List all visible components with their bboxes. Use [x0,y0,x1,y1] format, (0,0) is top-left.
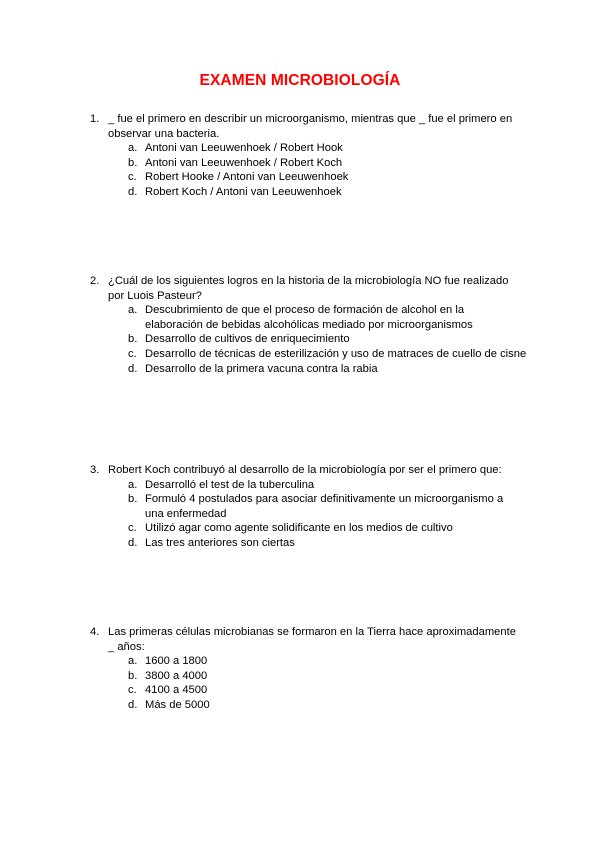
option-b [90,492,520,521]
option-c [90,170,520,185]
option-d [90,698,520,713]
option-d [90,536,520,551]
question-text: ¿Cuál de los siguientes logros en la historia de la microbiología NO fue realizado por Luois Pasteur? [108,275,509,302]
option-text: 4100 a 4500 [145,684,208,697]
option-letter: a. [128,304,138,317]
option-letter: c. [128,171,137,184]
options-list [90,654,520,712]
option-letter: d. [128,536,138,549]
option-c [90,683,520,698]
option-b [90,156,520,171]
option-c [90,521,520,536]
option-c [90,347,527,362]
option-letter: c. [128,684,137,697]
question-2 [90,274,527,376]
question-number: 1. [90,113,100,125]
option-d [90,362,520,377]
options-list [90,141,520,199]
option-letter: d. [128,362,138,375]
question-number: 4. [90,626,100,638]
question-text: _ fue el primero en describir un microorganismo, mientras que _ fue el primero en observar una bacteria. [108,113,513,140]
option-text: 3800 a 4000 [145,669,208,682]
option-text: Desarrollo de técnicas de esterilización y uso de matraces de cuello de cisne [145,347,527,360]
option-text: Utilizó agar como agente solidificante en los medios de cultivo [145,522,453,535]
options-list [90,478,520,551]
option-b [90,332,520,347]
option-text: Más de 5000 [145,698,210,711]
option-a [90,478,520,493]
option-text: Las tres anteriores son ciertas [145,536,295,549]
question-3 [90,463,520,551]
option-letter: b. [128,156,138,169]
option-text: Descubrimiento de que el proceso de formación de alcohol en la elaboración de bebidas alcohólicas mediado por microorganismos [145,304,473,331]
options-list [90,303,527,376]
option-letter: b. [128,493,138,506]
option-b [90,669,520,684]
option-text: 1600 a 1800 [145,655,208,668]
option-text: Antoni van Leeuwenhoek / Robert Koch [145,156,343,169]
option-a [90,141,520,156]
question-4 [90,625,520,713]
option-letter: a. [128,655,138,668]
option-text: Antoni van Leeuwenhoek / Robert Hook [145,142,343,155]
option-letter: d. [128,185,138,198]
option-text: Desarrolló el test de la tuberculina [145,478,315,491]
option-text: Robert Hooke / Antoni van Leeuwenhoek [145,171,349,184]
option-text: Desarrollo de cultivos de enriquecimiento [145,333,350,346]
option-letter: c. [128,347,137,360]
option-text: Formuló 4 postulados para asociar definitivamente un microorganismo a una enfermedad [145,493,504,520]
question-number: 3. [90,464,100,476]
option-text: Robert Koch / Antoni van Leeuwenhoek [145,185,342,198]
question-number: 2. [90,275,100,287]
option-a [90,654,520,669]
option-letter: d. [128,698,138,711]
option-letter: c. [128,522,137,535]
question-text: Las primeras células microbianas se formaron en la Tierra hace aproximadamente _ años: [108,626,516,653]
option-d [90,185,520,200]
option-a [90,303,520,332]
question-1 [90,112,520,200]
option-text: Desarrollo de la primera vacuna contra la rabia [145,362,378,375]
option-letter: a. [128,478,138,491]
exam-title: EXAMEN MICROBIOLOGÍA [199,72,401,89]
option-letter: b. [128,333,138,346]
option-letter: a. [128,142,138,155]
option-letter: b. [128,669,138,682]
question-text: Robert Koch contribuyó al desarrollo de la microbiología por ser el primero que: [108,464,502,476]
